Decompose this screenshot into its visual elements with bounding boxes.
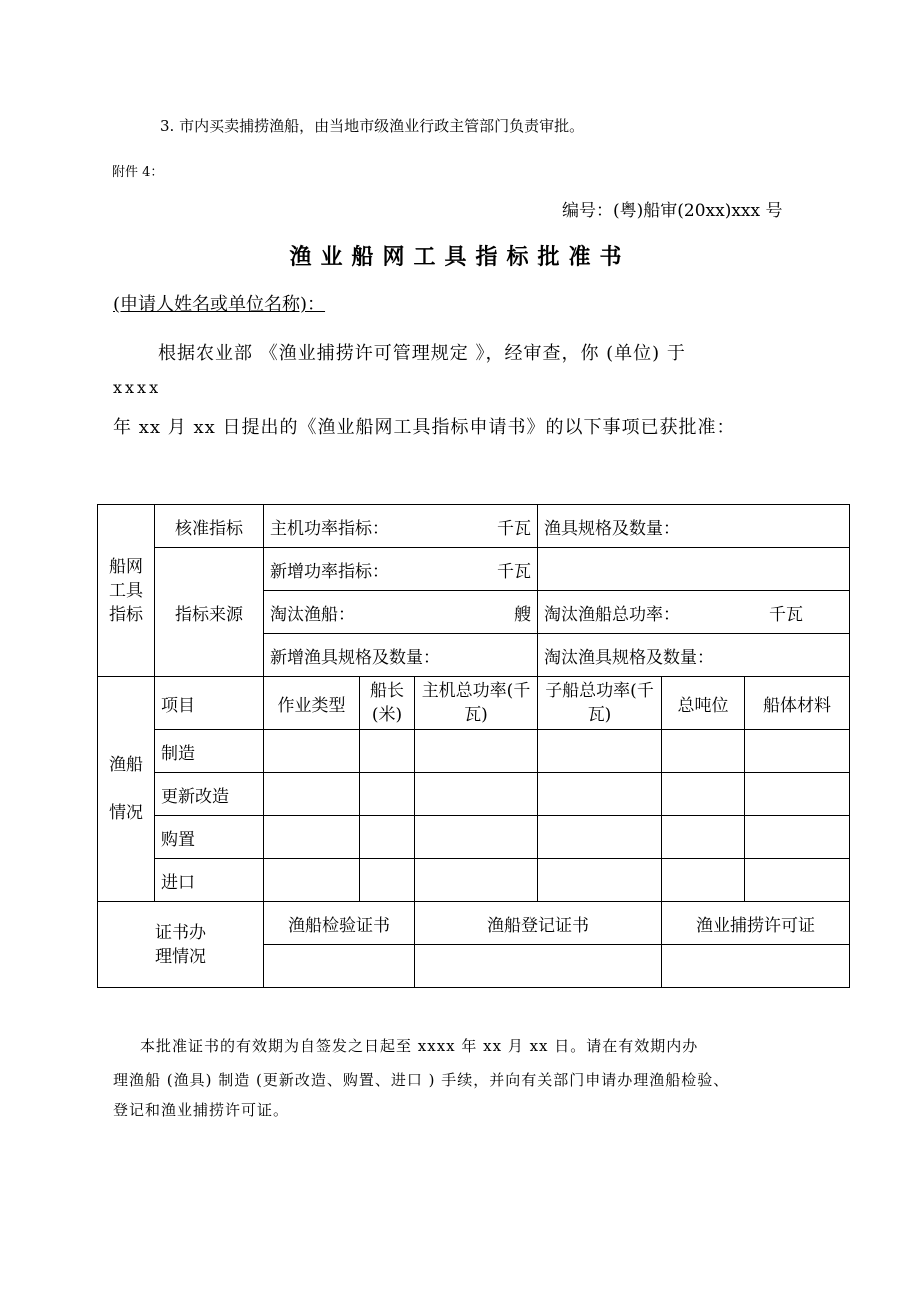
unit-ship: 艘 — [514, 604, 532, 625]
gear-spec-cell: 渔具规格及数量： — [538, 505, 850, 548]
retired-power-label: 淘汰渔船总功率： — [544, 604, 681, 625]
approval-table — [97, 504, 850, 988]
cell — [264, 859, 360, 902]
cell — [662, 730, 745, 773]
cell — [264, 945, 415, 988]
cell — [360, 816, 415, 859]
row-label: 制造 — [155, 730, 264, 773]
body-line-2: xxxx — [113, 378, 162, 397]
body-line-3: 年 xx 月 xx 日提出的《渔业船网工具指标申请书》的以下事项已获批准： — [113, 417, 736, 438]
retired-gear-cell: 淘汰渔具规格及数量： — [538, 634, 850, 677]
unit-kw: 千瓦 — [497, 561, 532, 582]
row-label: 更新改造 — [155, 773, 264, 816]
cell — [415, 730, 538, 773]
document-title: 渔业船网工具指标批准书 — [289, 244, 631, 270]
applicant-line: (申请人姓名或单位名称)： — [113, 294, 326, 315]
row-label: 购置 — [155, 816, 264, 859]
cell — [264, 816, 360, 859]
approved-index-label: 核准指标 — [155, 505, 264, 548]
cell — [264, 773, 360, 816]
cell — [662, 816, 745, 859]
main-power-index — [264, 505, 538, 548]
cell — [538, 816, 662, 859]
cell — [538, 730, 662, 773]
row-label: 进口 — [155, 859, 264, 902]
cell — [415, 859, 538, 902]
cell — [360, 730, 415, 773]
new-power-label: 新增功率指标： — [270, 561, 389, 582]
new-gear-cell: 新增渔具规格及数量： — [264, 634, 538, 677]
cell — [264, 730, 360, 773]
cell — [538, 773, 662, 816]
col-sub-power: 子船总功率(千瓦) — [538, 677, 662, 730]
retired-power-cell — [538, 591, 850, 634]
unit-kw: 千瓦 — [497, 518, 532, 539]
item-3-text: 3. 市内买卖捕捞渔船，由当地市级渔业行政主管部门负责审批。 — [160, 117, 585, 135]
footer-line-2: 理渔船 (渔具) 制造 (更新改造、购置、进口 ) 手续，并向有关部门申请办理渔船检验、 — [113, 1071, 730, 1089]
cell — [745, 773, 850, 816]
cell — [662, 859, 745, 902]
unit-kw: 千瓦 — [769, 604, 804, 625]
footer-line-3: 登记和渔业捕捞许可证。 — [113, 1101, 290, 1119]
cell — [662, 773, 745, 816]
cell — [360, 859, 415, 902]
cert-inspection: 渔船检验证书 — [264, 902, 415, 945]
attachment-label: 附件 4： — [112, 165, 164, 180]
cell — [415, 945, 662, 988]
col-type: 作业类型 — [264, 677, 360, 730]
col-item: 项目 — [155, 677, 264, 730]
index-source-label: 指标来源 — [155, 548, 264, 677]
empty-cell — [538, 548, 850, 591]
cell — [415, 773, 538, 816]
main-power-label: 主机功率指标： — [270, 518, 389, 539]
cell — [415, 816, 538, 859]
footer-line-1: 本批准证书的有效期为自签发之日起至 xxxx 年 xx 月 xx 日。请在有效期内办 — [140, 1037, 699, 1055]
col-tonnage: 总吨位 — [662, 677, 745, 730]
body-line-1: 根据农业部 《渔业捕捞许可管理规定 》，经审查，你 (单位) 于 — [158, 343, 686, 364]
section-vessel-gear-index: 船网工具指标 — [98, 505, 155, 677]
document-number: 编号：(粤)船审(20xx)xxx 号 — [562, 201, 783, 221]
section-vessel-status: 渔船情况 — [98, 677, 155, 902]
cell — [538, 859, 662, 902]
cert-registration: 渔船登记证书 — [415, 902, 662, 945]
cell — [360, 773, 415, 816]
new-power-index — [264, 548, 538, 591]
retired-vessel-label: 淘汰渔船： — [270, 604, 355, 625]
cell — [745, 859, 850, 902]
col-length: 船长(米) — [360, 677, 415, 730]
cell — [745, 730, 850, 773]
cell — [745, 816, 850, 859]
cell — [662, 945, 850, 988]
retired-vessel-cell — [264, 591, 538, 634]
section-certificates: 证书办理情况 — [98, 902, 264, 988]
col-main-power: 主机总功率(千瓦) — [415, 677, 538, 730]
col-material: 船体材料 — [745, 677, 850, 730]
cert-fishing-license: 渔业捕捞许可证 — [662, 902, 850, 945]
